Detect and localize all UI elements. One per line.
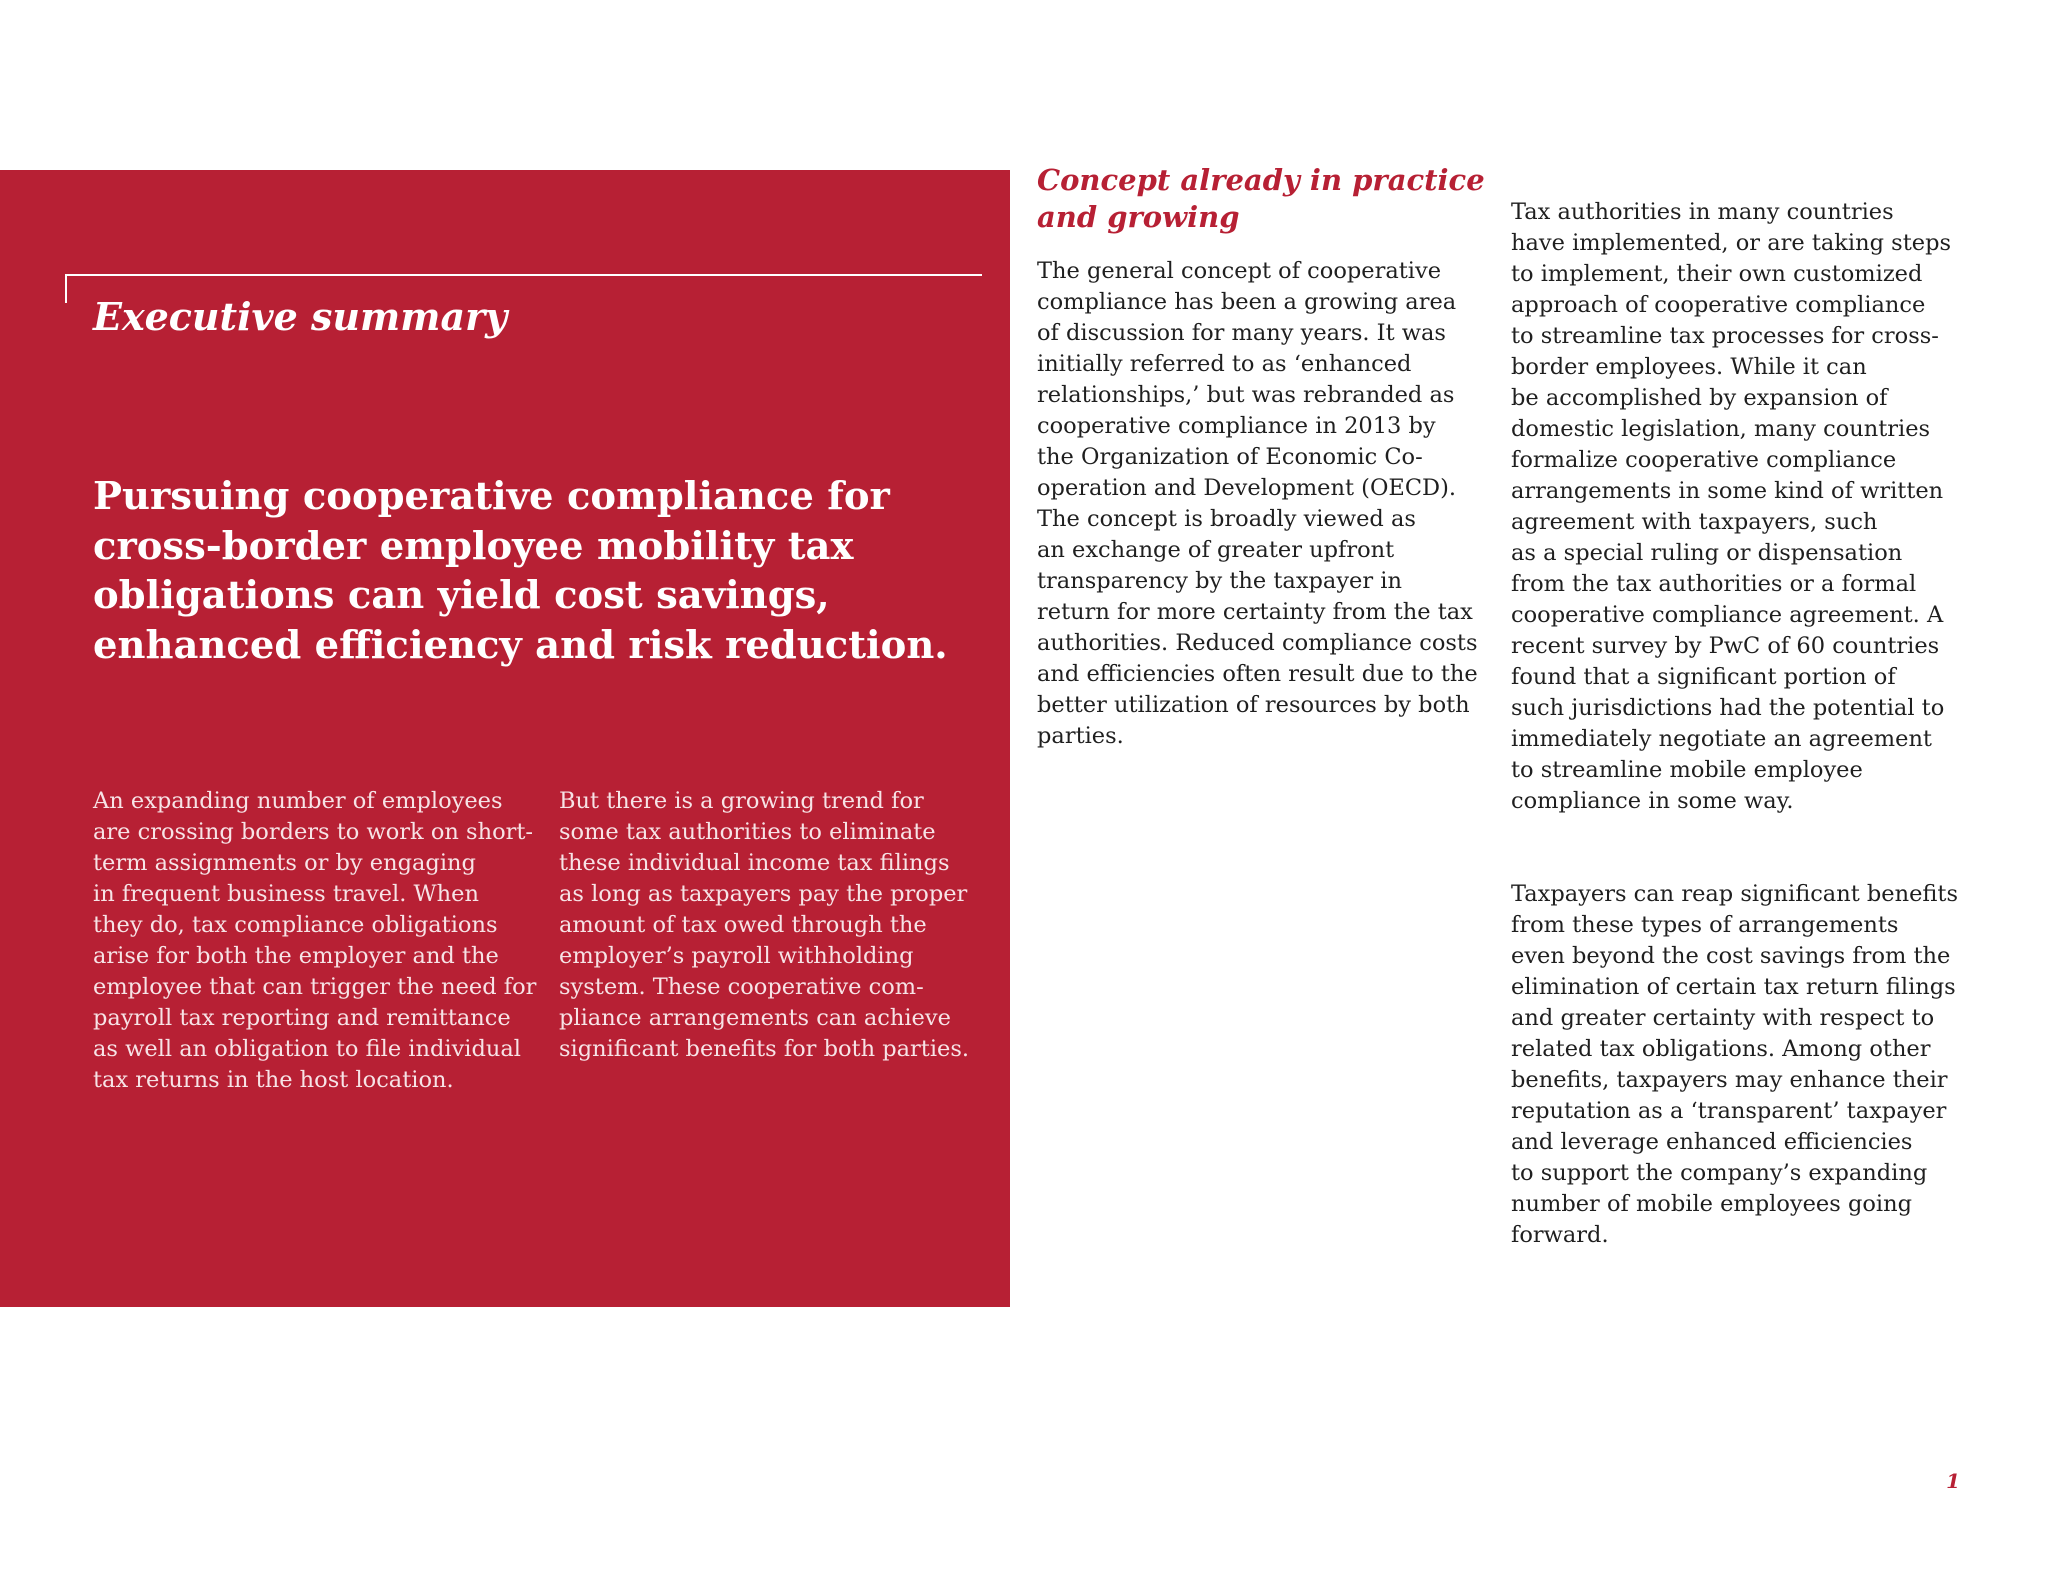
concept-paragraph-2: Tax authorities in many countries have implemented, or are taking steps to implement, their own customized approach of cooperative compliance to streamline tax processes for cross- border employees. While it can be accomplished by expansion of domestic legislation, many countries formalize cooperative compliance arrangements in some kind of written agreement with taxpayers, such as a special ruling or dispensation from the tax authorities or a formal cooperative compliance agreement. A recent survey by PwC of 60 countries found that a significant portion of such jurisdictions had the potential to immediately negotiate an agreement to streamline mobile employee compliance in some way. xyxy=(1511,199,1952,814)
section-label: Executive summary xyxy=(93,294,508,339)
concept-paragraph-1: The general concept of cooperative compliance has been a growing area of discussion for many years. It was initially referred to as ‘enhanced relationships,’ but was rebranded as cooperative compliance in 2013 by the Organization of Economic Co- operation and Development (OECD). The concept is broadly viewed as an exchange of greater upfront transparency by the taxpayer in return for more certainty from the tax authorities. Reduced compliance costs and efficiencies often result due to the better utilization of resources by both parties. xyxy=(1037,258,1478,749)
section-rule-tick xyxy=(65,274,67,303)
intro-paragraph-2: But there is a growing trend for some tax authorities to eliminate these individual income tax filings as long as taxpayers pay the proper amount of tax owed through the employer’s payroll withholding system. These cooperative com- pliance arrangements can achieve significant benefits for both parties. xyxy=(559,788,970,1062)
page-number: 1 xyxy=(1946,1469,1960,1493)
intro-paragraph-1: An expanding number of employees are crossing borders to work on short- term assignments or by engaging in frequent business travel. When they do, tax compliance obligations arise for both the employer and the employee that can trigger the need for payroll tax reporting and remittance as well an obligation to file individual tax returns in the host location. xyxy=(93,788,537,1093)
section-rule xyxy=(65,274,982,276)
concept-heading: Concept already in practice and growing xyxy=(1037,163,1485,234)
concept-column-2 xyxy=(1511,166,2011,1282)
headline: Pursuing cooperative compliance for cross-border employee mobility tax obligations can yield cost savings, enhanced efficiency and risk reduction. xyxy=(93,474,948,668)
concept-paragraph-3: Taxpayers can reap significant benefits from these types of arrangements even beyond the cost savings from the elimination of certain tax return filings and greater certainty with respect to related tax obligations. Among other benefits, taxpayers may enhance their reputation as a ‘transparent’ taxpayer and leverage enhanced efficiencies to support the company’s expanding number of mobile employees going forward. xyxy=(1511,881,1959,1248)
